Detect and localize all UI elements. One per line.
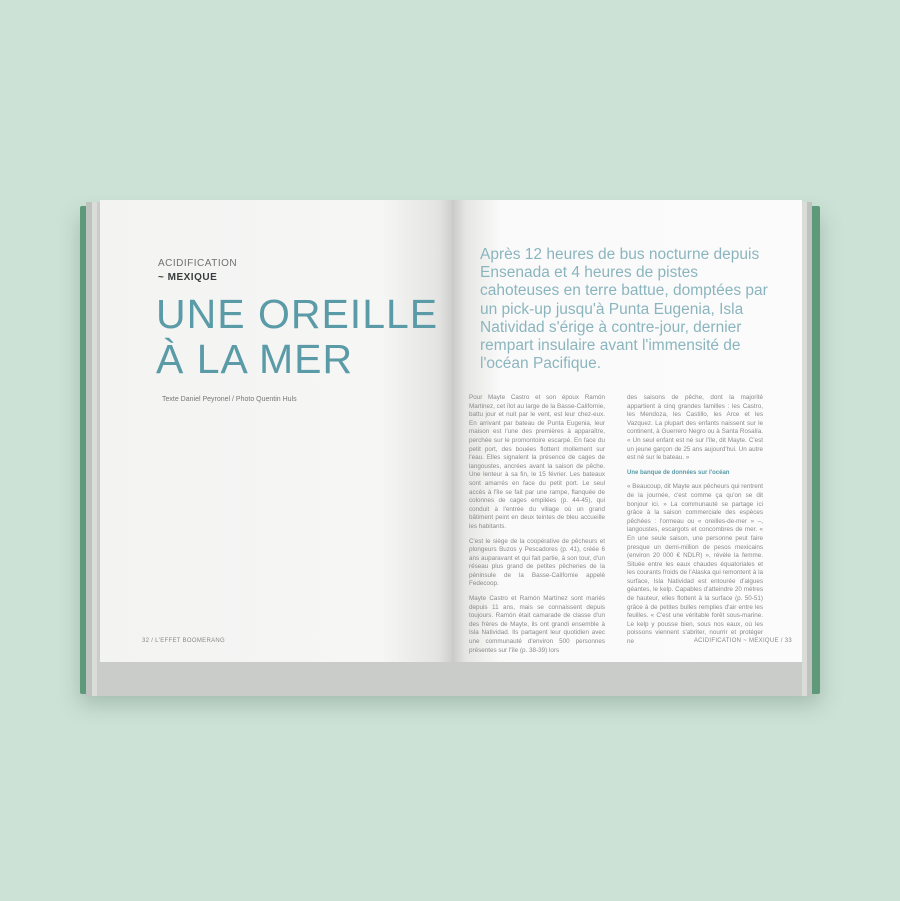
- section-kicker: ACIDIFICATION: [158, 258, 238, 269]
- paragraph: Mayte Castro et Ramón Martínez sont mariés depuis 11 ans, mais se connaissent depuis toujours. Ramón était camarade de classe d'un des frères de Mayte, ils ont grandi ensemble à Isla Natividad. Ils partagent leur quotidien avec une communauté d'environ 500 personnes présentes sur l'île (p. 38-39) lors: [469, 595, 605, 654]
- section-subhead: Une banque de données sur l'océan: [627, 469, 730, 476]
- body-column-2: [627, 394, 763, 653]
- page-folio-right: ACIDIFICATION ~ MEXIQUE / 33: [693, 638, 792, 644]
- article-title: [156, 292, 438, 382]
- open-magazine: [80, 200, 820, 700]
- body-column-1: [469, 394, 605, 661]
- left-page: [100, 200, 452, 662]
- paragraph: « Beaucoup, dit Mayte aux pêcheurs qui rentrent de la journée, c'est comme ça qu'on se dit bonjour ici. » La communauté se partage ici grâce à la saison commerciale des espèces pêchées : l'ormeau ou « oreilles-de-mer » –, langoustes, escargots et concombres de mer. « En une seule saison, une personne peut faire presque un demi-million de pesos mexicains (environ 20 000 € NDLR) », révèle la femme. Située entre les eaux chaudes équatoriales et les courants froids de l'Alaska qui remontent à la surface, Isla Natividad est entourée d'algues géantes, le kelp. Capables d'atteindre 20 mètres de hauteur, elles flottent à la surface (p. 50-51) grâce à de petites bulles remplies d'air entre les feuilles. « C'est une véritable forêt sous-marine. Le kelp y pousse bien, sous nos eaux, où les poissons viennent s'abriter, nourrir et protéger ne: [627, 483, 763, 646]
- paragraph: Pour Mayte Castro et son époux Ramón Martinez, cet îlot au large de la Basse-Californie, battu jour et nuit par le vent, est leur chez-eux. En arrivant par bateau de Punta Eugenia, leur maison est l'une des premières à apparaître, perchée sur le promontoire escarpé. En face du petit port, des bouées flottent mollement sur l'eau. Elles signalent la présence de cages de langoustes, ancrées avant la saison de pêche. Une lenteur à sa fin, le 15 février. Les bateaux sont amarrés en face du petit port. Le seul accès à l'île se fait par une rampe, flanquée de colonnes de cages empilées (p. 44-45), qui conduit à l'entrée du village où un grand bâtiment peint en deux teintes de bleu accueille les habitants.: [469, 394, 605, 530]
- article-credits: Texte Daniel Peyronel / Photo Quentin Huls: [162, 396, 297, 403]
- article-lede: Après 12 heures de bus nocturne depuis Ensenada et 4 heures de pistes cahoteuses en terre battue, domptées par un pick-up jusqu'à Punta Eugenia, Isla Natividad s'érige à contre-jour, dernier rempart insulaire avant l'immensité de l'océan Pacifique.: [480, 246, 768, 373]
- paragraph: C'est le siège de la coopérative de pêcheurs et plongeurs Buzos y Pescadores (p. 41), créée 6 ans auparavant et qui fait partie, à son tour, d'un réseau plus grand de petites pêcheries de la péninsule de la Basse-Californie appelé Fedecoop.: [469, 537, 605, 588]
- section-location: ~ MEXIQUE: [158, 272, 218, 283]
- right-page: [452, 200, 802, 662]
- paragraph: des saisons de pêche, dont la majorité appartient à cinq grandes familles : les Castro, les Mendoza, les Castillo, les Arce et les Vazquez. La plupart des enfants naissent sur le continent, à Guerrero Negro ou à Santa Rosalía. « Un seul enfant est né sur l'île, dit Mayte. C'est un jeune garçon de 25 ans aujourd'hui. Un autre est né sur le bateau. »: [627, 394, 763, 462]
- title-line-2: À LA MER: [156, 336, 354, 382]
- title-line-1: UNE OREILLE: [156, 291, 439, 337]
- page-folio-left: 32 / L'EFFET BOOMERANG: [142, 638, 225, 644]
